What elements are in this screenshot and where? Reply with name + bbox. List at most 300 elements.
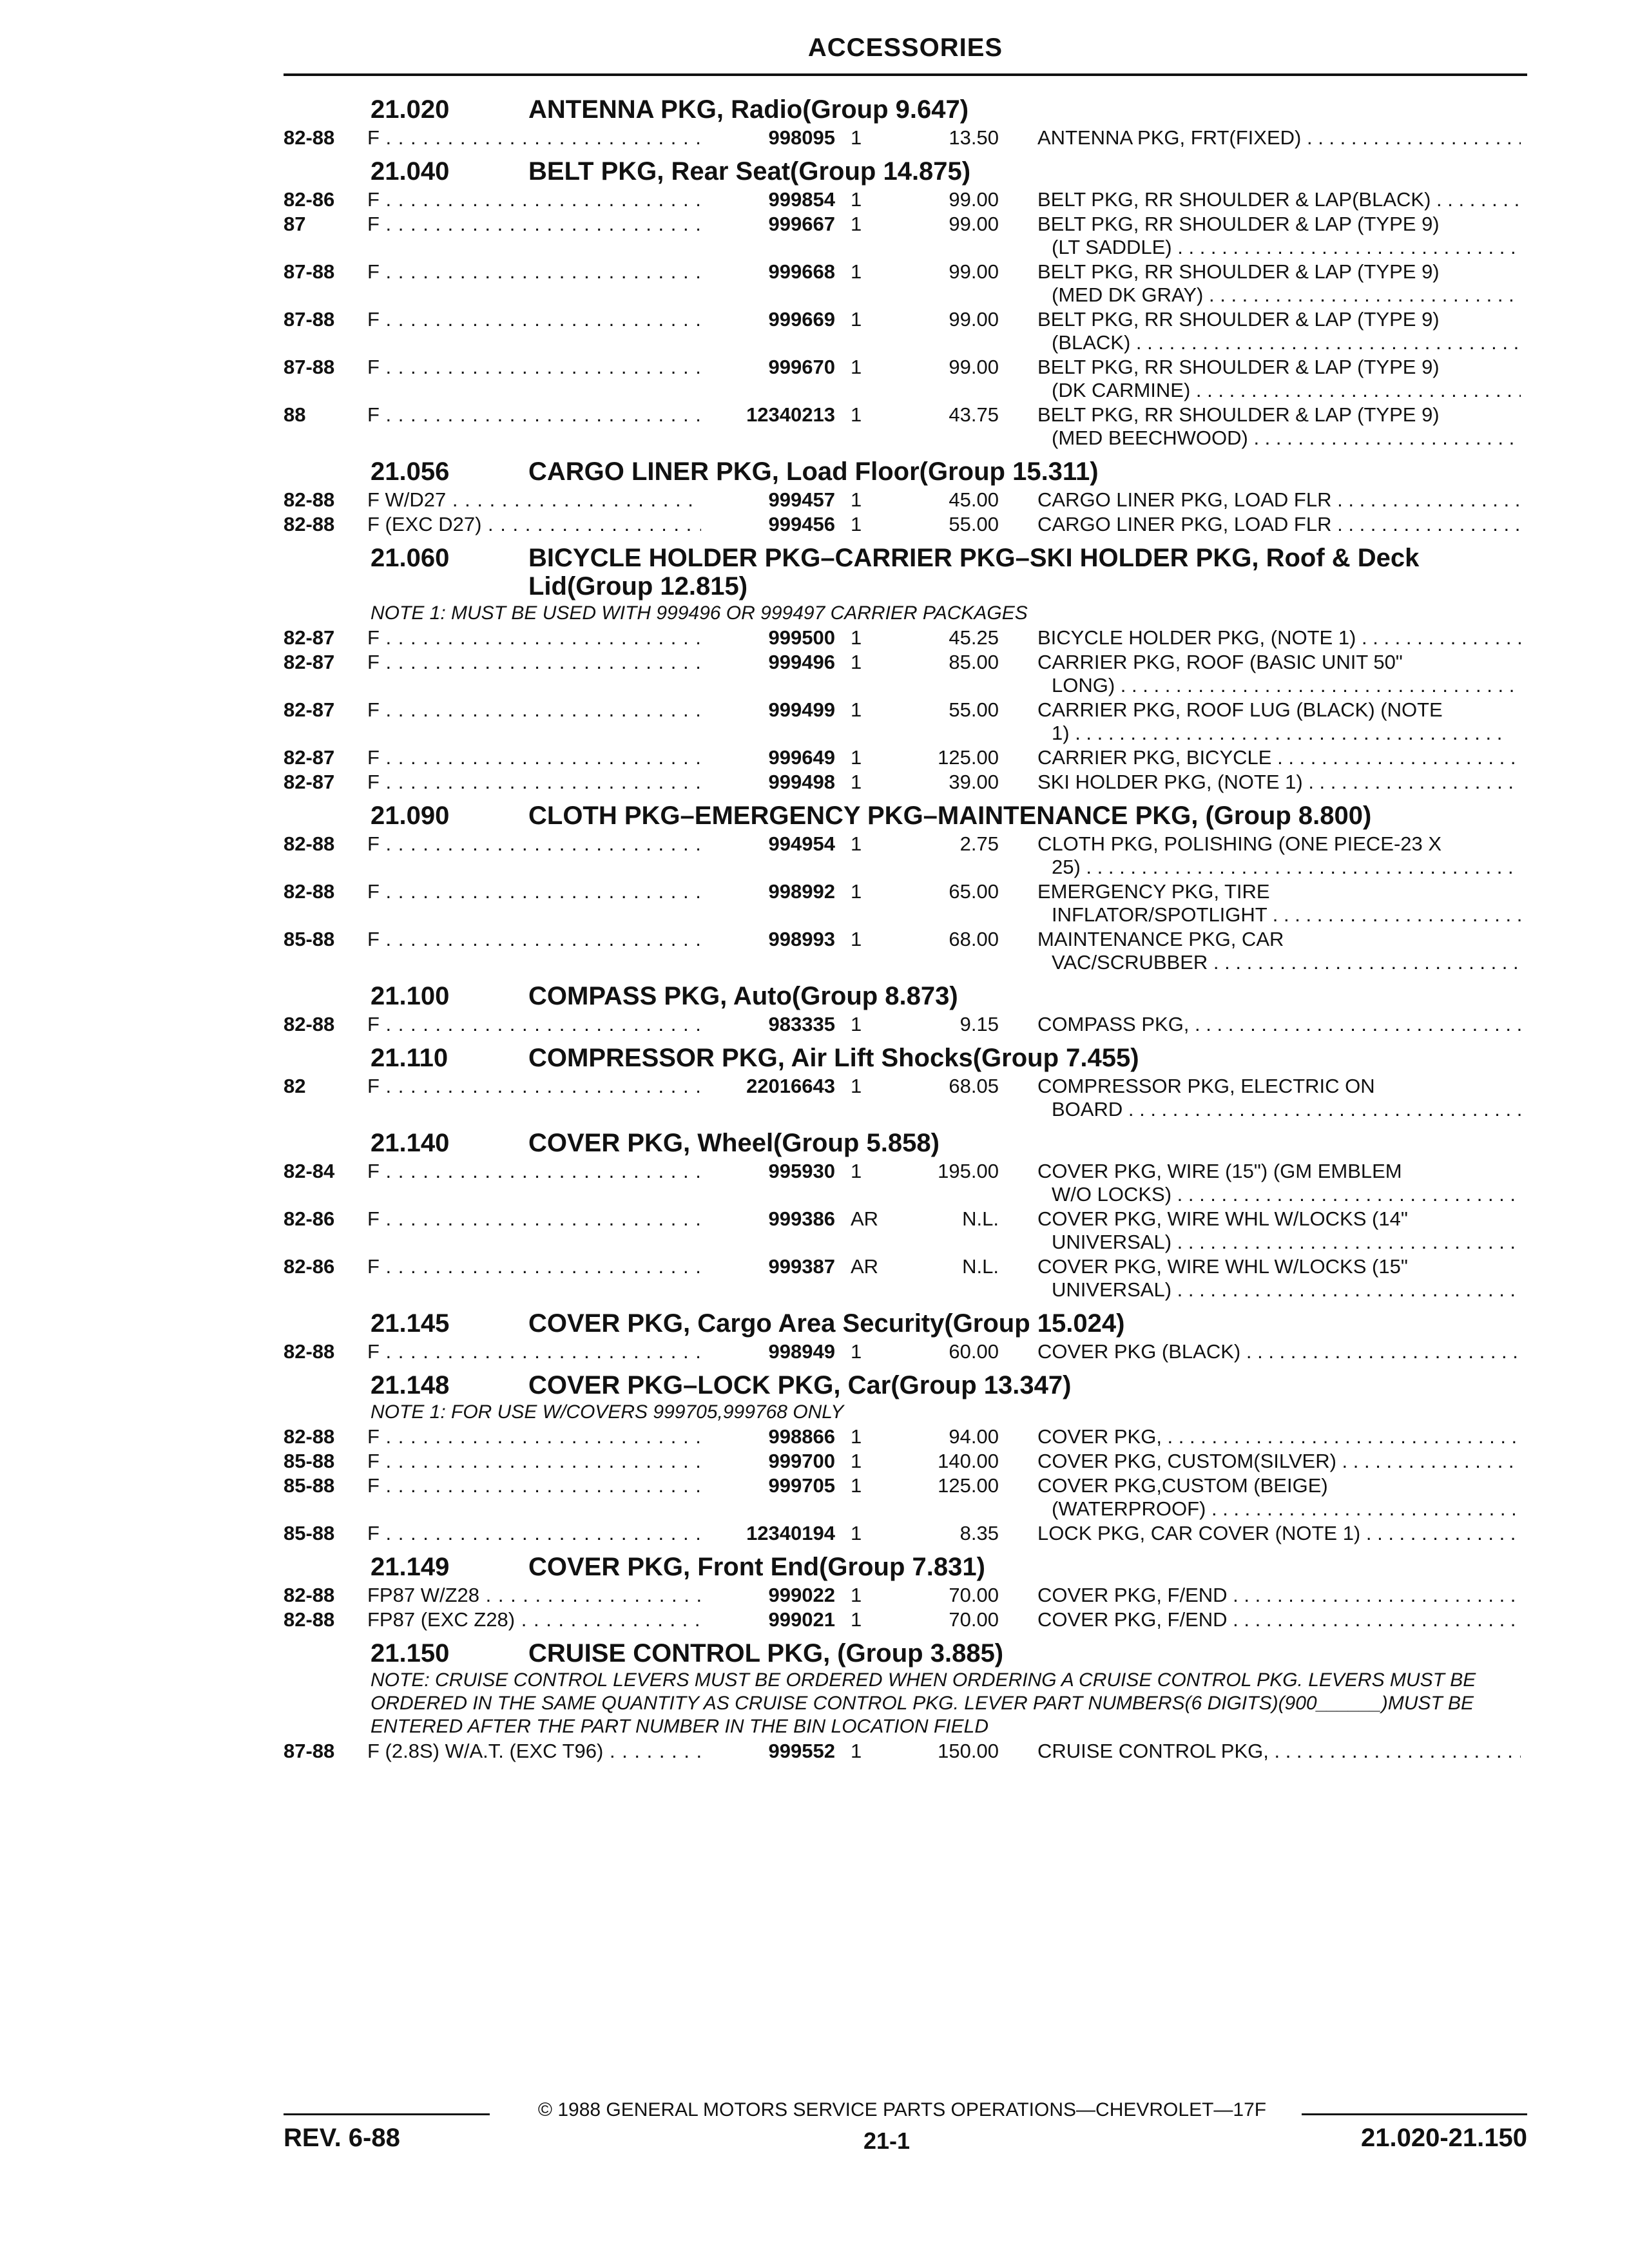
part-number: 999499 — [701, 698, 835, 722]
model-years: 82-88 — [284, 513, 335, 535]
dot-leader — [1228, 1608, 1521, 1631]
model-years: 82-88 — [284, 126, 335, 149]
part-description — [1037, 126, 1521, 149]
application: F . . . — [367, 260, 760, 284]
model-years: 82-86 — [284, 188, 335, 211]
price: 68.00 — [949, 928, 999, 950]
price: 150.00 — [938, 1740, 999, 1762]
part-number: 999387 — [701, 1255, 835, 1278]
part-row — [284, 1608, 1527, 1631]
price: 99.00 — [949, 188, 999, 211]
description-text: COVER PKG, WIRE WHL W/LOCKS (15" — [1037, 1255, 1408, 1278]
description-main — [1037, 1013, 1521, 1036]
part-number: 998949 — [701, 1340, 835, 1363]
section-heading — [284, 544, 1527, 602]
description-continued — [1037, 903, 1521, 927]
section-title: COVER PKG, Cargo Area Security(Group 15.024) — [528, 1309, 1125, 1338]
part-row — [284, 832, 1527, 879]
page-number: 21-1 — [863, 2128, 911, 2154]
price: 45.25 — [949, 626, 999, 649]
part-number: 999021 — [701, 1608, 835, 1631]
model-years: 82 — [284, 1075, 306, 1097]
quantity: 1 — [851, 1608, 862, 1631]
dot-leader — [1162, 1425, 1521, 1448]
part-description — [1037, 1207, 1521, 1254]
application: F . . . — [367, 1522, 760, 1545]
section-title: COMPASS PKG, Auto(Group 8.873) — [528, 982, 958, 1010]
part-description — [1037, 1340, 1521, 1363]
dot-leader — [1301, 126, 1521, 149]
description-main — [1037, 1584, 1521, 1607]
part-description — [1037, 308, 1521, 354]
section-title: COVER PKG–LOCK PKG, Car(Group 13.347) — [528, 1371, 1072, 1399]
section-heading — [284, 1309, 1527, 1339]
price: 99.00 — [949, 356, 999, 378]
dot-leader — [1269, 1740, 1521, 1762]
description-continued — [1037, 1098, 1521, 1121]
application: F . . . — [367, 880, 760, 903]
section-note: NOTE 1: MUST BE USED WITH 999496 OR 999497 CARRIER PACKAGES — [371, 602, 1028, 624]
part-number: 999498 — [701, 771, 835, 794]
section-heading — [284, 1371, 1527, 1401]
part-row — [284, 928, 1527, 974]
description-text: BELT PKG, RR SHOULDER & LAP (TYPE 9) — [1037, 213, 1440, 235]
model-years: 87-88 — [284, 356, 335, 378]
quantity: 1 — [851, 1160, 862, 1182]
description-text: COVER PKG, F/END — [1037, 1584, 1228, 1606]
price: 125.00 — [938, 746, 999, 769]
section-number: 21.056 — [371, 457, 450, 486]
description-main — [1037, 832, 1521, 856]
quantity: 1 — [851, 1740, 862, 1762]
description-text: CARRIER PKG, BICYCLE — [1037, 746, 1272, 769]
dot-leader — [1171, 1231, 1521, 1253]
section-title: ANTENNA PKG, Radio(Group 9.647) — [528, 95, 969, 124]
part-number: 999500 — [701, 626, 835, 649]
application: F . . . — [367, 213, 760, 236]
part-row — [284, 403, 1527, 450]
part-description — [1037, 626, 1521, 649]
description-main — [1037, 308, 1521, 331]
part-description — [1037, 1474, 1521, 1521]
description-text: BICYCLE HOLDER PKG, (NOTE 1) — [1037, 626, 1356, 649]
application: F . . . — [367, 403, 760, 427]
section-title: CRUISE CONTROL PKG, (Group 3.885) — [528, 1639, 1004, 1667]
description-text: SKI HOLDER PKG, (NOTE 1) — [1037, 771, 1303, 793]
part-description — [1037, 1584, 1521, 1607]
part-number: 994954 — [701, 832, 835, 856]
section-heading — [284, 457, 1527, 487]
model-years: 82-88 — [284, 1340, 335, 1363]
part-row — [284, 626, 1527, 649]
part-row — [284, 126, 1527, 149]
section-title: COVER PKG, Wheel(Group 5.858) — [528, 1129, 940, 1157]
application: FP87 (EXC Z28) . . . — [367, 1608, 760, 1631]
price: 55.00 — [949, 698, 999, 721]
description-main — [1037, 746, 1521, 769]
price: 195.00 — [938, 1160, 999, 1182]
price: 65.00 — [949, 880, 999, 903]
dot-leader — [1431, 188, 1521, 211]
part-row — [284, 1207, 1527, 1254]
part-number: 999552 — [701, 1740, 835, 1763]
section-number: 21.090 — [371, 802, 450, 830]
section-heading — [284, 982, 1527, 1012]
model-years: 82-88 — [284, 1013, 335, 1035]
quantity: 1 — [851, 308, 862, 331]
description-text: (MED BEECHWOOD) — [1052, 427, 1248, 449]
application: F . . . — [367, 746, 760, 769]
description-main — [1037, 1740, 1521, 1763]
price: 70.00 — [949, 1608, 999, 1631]
application: F . . . — [367, 308, 760, 331]
part-description — [1037, 746, 1521, 769]
model-years: 82-87 — [284, 651, 335, 673]
application: F . . . — [367, 1160, 760, 1183]
quantity: 1 — [851, 126, 862, 149]
part-row — [284, 308, 1527, 354]
dot-leader — [1356, 626, 1521, 649]
dot-leader — [1189, 1013, 1521, 1035]
dot-leader — [1070, 722, 1503, 744]
description-text: CARGO LINER PKG, LOAD FLR — [1037, 513, 1332, 535]
price: N.L. — [962, 1207, 999, 1230]
price: 8.35 — [959, 1522, 999, 1544]
dot-leader — [1115, 674, 1521, 697]
part-row — [284, 1522, 1527, 1545]
part-row — [284, 488, 1527, 512]
part-number: 999854 — [701, 188, 835, 211]
price: 39.00 — [949, 771, 999, 793]
description-continued — [1037, 856, 1521, 879]
dot-leader — [1203, 284, 1521, 306]
quantity: 1 — [851, 1584, 862, 1606]
section-title: BELT PKG, Rear Seat(Group 14.875) — [528, 157, 971, 186]
part-description — [1037, 403, 1521, 450]
description-main — [1037, 1207, 1521, 1231]
quantity: 1 — [851, 880, 862, 903]
description-text: VAC/SCRUBBER — [1052, 951, 1208, 974]
model-years: 82-88 — [284, 1608, 335, 1631]
dot-leader — [1228, 1584, 1521, 1606]
description-continued — [1037, 379, 1521, 402]
dot-leader — [1208, 951, 1521, 974]
description-text: BOARD — [1052, 1098, 1123, 1120]
part-number: 998095 — [701, 126, 835, 149]
model-years: 82-88 — [284, 488, 335, 511]
description-text: (BLACK) — [1052, 331, 1131, 354]
part-number: 983335 — [701, 1013, 835, 1036]
quantity: 1 — [851, 1340, 862, 1363]
description-text: COVER PKG, — [1037, 1425, 1162, 1448]
description-continued — [1037, 284, 1521, 307]
part-number: 999496 — [701, 651, 835, 674]
description-main — [1037, 1425, 1521, 1448]
description-text: UNIVERSAL) — [1052, 1278, 1172, 1301]
part-number: 999668 — [701, 260, 835, 284]
description-text: COMPRESSOR PKG, ELECTRIC ON — [1037, 1075, 1375, 1097]
application: F (2.8S) W/A.T. (EXC T96) . . . — [367, 1740, 760, 1763]
quantity: 1 — [851, 928, 862, 950]
part-number: 995930 — [701, 1160, 835, 1183]
section-heading — [284, 1044, 1527, 1073]
description-main — [1037, 928, 1521, 951]
price: 99.00 — [949, 308, 999, 331]
section-note: NOTE: CRUISE CONTROL LEVERS MUST BE ORDERED WHEN ORDERING A CRUISE CONTROL PKG. LEVERS MUST BE ORDERED IN THE SAME QUANTITY AS CRUISE CONTROL PKG. LEVER PART NUMBERS(6 DIGITS)(900______)MUST BE ENTERED AFTER THE PART NUMBER IN THE BIN LOCATION FIELD — [371, 1669, 1476, 1737]
quantity: 1 — [851, 1425, 862, 1448]
part-number: 999022 — [701, 1584, 835, 1607]
section-title: COVER PKG, Front End(Group 7.831) — [528, 1553, 985, 1581]
part-row — [284, 1740, 1527, 1763]
part-description — [1037, 260, 1521, 307]
quantity: 1 — [851, 771, 862, 793]
description-continued — [1037, 427, 1521, 450]
description-text: COMPASS PKG, — [1037, 1013, 1190, 1035]
description-continued — [1037, 674, 1521, 697]
part-description — [1037, 356, 1521, 402]
model-years: 82-88 — [284, 880, 335, 903]
model-years: 87-88 — [284, 1740, 335, 1762]
model-years: 82-87 — [284, 746, 335, 769]
dot-leader — [1248, 427, 1521, 449]
dot-leader — [1360, 1522, 1521, 1544]
application: F . . . — [367, 1425, 760, 1448]
parts-list — [284, 88, 1527, 1763]
footer-rule-left — [284, 2113, 490, 2115]
description-text: LONG) — [1052, 674, 1115, 697]
description-main — [1037, 1160, 1521, 1183]
header-rule — [284, 73, 1527, 76]
part-row — [284, 1255, 1527, 1302]
price: 13.50 — [949, 126, 999, 149]
description-main — [1037, 260, 1521, 284]
description-main — [1037, 771, 1521, 794]
section-number: 21.150 — [371, 1639, 450, 1667]
description-main — [1037, 1450, 1521, 1473]
section-title: CARGO LINER PKG, Load Floor(Group 15.311) — [528, 457, 1099, 486]
description-main — [1037, 213, 1521, 236]
description-main — [1037, 1608, 1521, 1631]
model-years: 82-86 — [284, 1255, 335, 1278]
dot-leader — [1171, 1278, 1521, 1301]
part-row — [284, 188, 1527, 211]
application: F . . . — [367, 1474, 760, 1497]
quantity: 1 — [851, 832, 862, 855]
part-description — [1037, 880, 1521, 927]
price: N.L. — [962, 1255, 999, 1278]
description-main — [1037, 356, 1521, 379]
description-text: ANTENNA PKG, FRT(FIXED) — [1037, 126, 1302, 149]
model-years: 82-87 — [284, 698, 335, 721]
quantity: 1 — [851, 213, 862, 235]
section-number: 21.140 — [371, 1129, 450, 1157]
description-text: CARGO LINER PKG, LOAD FLR — [1037, 488, 1332, 511]
description-text: (MED DK GRAY) — [1052, 284, 1204, 306]
part-number: 22016643 — [701, 1075, 835, 1098]
model-years: 82-88 — [284, 1425, 335, 1448]
description-text: COVER PKG (BLACK) — [1037, 1340, 1241, 1363]
description-text: UNIVERSAL) — [1052, 1231, 1172, 1253]
description-text: (DK CARMINE) — [1052, 379, 1191, 401]
dot-leader — [1190, 379, 1521, 401]
price: 140.00 — [938, 1450, 999, 1472]
description-continued — [1037, 331, 1521, 354]
quantity: 1 — [851, 260, 862, 283]
quantity: AR — [851, 1207, 879, 1230]
part-number: 999705 — [701, 1474, 835, 1497]
description-text: INFLATOR/SPOTLIGHT — [1052, 903, 1268, 926]
part-row — [284, 1584, 1527, 1607]
part-row — [284, 1425, 1527, 1448]
price: 2.75 — [959, 832, 999, 855]
part-number: 12340213 — [701, 403, 835, 427]
quantity: 1 — [851, 1522, 862, 1544]
application: F (EXC D27) . . . — [367, 513, 760, 536]
part-row — [284, 356, 1527, 402]
description-text: 1) — [1052, 722, 1070, 744]
dot-leader — [1271, 746, 1521, 769]
part-description — [1037, 1013, 1521, 1036]
description-main — [1037, 880, 1521, 903]
part-number: 12340194 — [701, 1522, 835, 1545]
description-text: COVER PKG, CUSTOM(SILVER) — [1037, 1450, 1336, 1472]
description-main — [1037, 1075, 1521, 1098]
description-text: BELT PKG, RR SHOULDER & LAP (TYPE 9) — [1037, 308, 1440, 331]
dot-leader — [1172, 236, 1521, 258]
quantity: 1 — [851, 488, 862, 511]
model-years: 82-87 — [284, 626, 335, 649]
application: F . . . — [367, 626, 760, 649]
price: 45.00 — [949, 488, 999, 511]
application: F . . . — [367, 698, 760, 722]
quantity: AR — [851, 1255, 879, 1278]
description-continued — [1037, 722, 1521, 745]
part-description — [1037, 1450, 1521, 1473]
description-text: W/O LOCKS) — [1052, 1183, 1172, 1206]
part-number: 998866 — [701, 1425, 835, 1448]
application: F . . . — [367, 651, 760, 674]
part-row — [284, 1450, 1527, 1473]
price: 99.00 — [949, 213, 999, 235]
part-number: 998992 — [701, 880, 835, 903]
model-years: 82-87 — [284, 771, 335, 793]
section-note: NOTE 1: FOR USE W/COVERS 999705,999768 ONLY — [371, 1401, 844, 1423]
description-text: (WATERPROOF) — [1052, 1497, 1206, 1520]
price: 55.00 — [949, 513, 999, 535]
description-text: MAINTENANCE PKG, CAR — [1037, 928, 1284, 950]
part-description — [1037, 1160, 1521, 1206]
part-description — [1037, 1425, 1521, 1448]
description-continued — [1037, 1183, 1521, 1206]
description-text: (LT SADDLE) — [1052, 236, 1172, 258]
section-heading — [284, 157, 1527, 187]
description-text: COVER PKG,CUSTOM (BEIGE) — [1037, 1474, 1328, 1497]
dot-leader — [1130, 331, 1521, 354]
price: 94.00 — [949, 1425, 999, 1448]
model-years: 82-88 — [284, 832, 335, 855]
price: 70.00 — [949, 1584, 999, 1606]
description-main — [1037, 626, 1521, 649]
part-description — [1037, 1075, 1521, 1121]
part-description — [1037, 513, 1521, 536]
dot-leader — [1081, 856, 1514, 878]
quantity: 1 — [851, 651, 862, 673]
application: F . . . — [367, 1207, 760, 1231]
description-text: COVER PKG, WIRE (15") (GM EMBLEM — [1037, 1160, 1402, 1182]
description-main — [1037, 488, 1521, 512]
part-description — [1037, 832, 1521, 879]
part-description — [1037, 1608, 1521, 1631]
footer-rule-right — [1302, 2113, 1527, 2115]
quantity: 1 — [851, 513, 862, 535]
model-years: 85-88 — [284, 1474, 335, 1497]
application: FP87 W/Z28 . . . — [367, 1584, 760, 1607]
application: F W/D27 . . . — [367, 488, 760, 512]
dot-leader — [1267, 903, 1521, 926]
dot-leader — [1336, 1450, 1521, 1472]
part-number: 999669 — [701, 308, 835, 331]
application: F . . . — [367, 356, 760, 379]
dot-leader — [1332, 513, 1521, 535]
quantity: 1 — [851, 403, 862, 426]
part-row — [284, 880, 1527, 927]
dot-leader — [1123, 1098, 1521, 1120]
part-description — [1037, 188, 1521, 211]
description-text: BELT PKG, RR SHOULDER & LAP (TYPE 9) — [1037, 356, 1440, 378]
description-text: BELT PKG, RR SHOULDER & LAP (TYPE 9) — [1037, 260, 1440, 283]
part-row — [284, 1160, 1527, 1206]
description-text: BELT PKG, RR SHOULDER & LAP (TYPE 9) — [1037, 403, 1440, 426]
description-continued — [1037, 1278, 1521, 1302]
part-number: 999457 — [701, 488, 835, 512]
section-title: CLOTH PKG–EMERGENCY PKG–MAINTENANCE PKG, (Group 8.800) — [528, 802, 1372, 830]
part-number: 999700 — [701, 1450, 835, 1473]
price: 60.00 — [949, 1340, 999, 1363]
quantity: 1 — [851, 1013, 862, 1035]
part-row — [284, 651, 1527, 697]
page-footer — [284, 2099, 1527, 2177]
part-number: 999667 — [701, 213, 835, 236]
application: F . . . — [367, 832, 760, 856]
part-description — [1037, 771, 1521, 794]
part-row — [284, 746, 1527, 769]
price: 43.75 — [949, 403, 999, 426]
quantity: 1 — [851, 1075, 862, 1097]
model-years: 87-88 — [284, 260, 335, 283]
quantity: 1 — [851, 1474, 862, 1497]
description-text: 25) — [1052, 856, 1081, 878]
part-row — [284, 513, 1527, 536]
part-row — [284, 260, 1527, 307]
part-description — [1037, 698, 1521, 745]
part-description — [1037, 1740, 1521, 1763]
part-row — [284, 1075, 1527, 1121]
description-main — [1037, 1522, 1521, 1545]
section-heading — [284, 802, 1527, 831]
description-text: EMERGENCY PKG, TIRE — [1037, 880, 1270, 903]
model-years: 85-88 — [284, 1522, 335, 1544]
description-continued — [1037, 1497, 1521, 1521]
description-main — [1037, 126, 1521, 149]
section-heading — [284, 95, 1527, 125]
description-main — [1037, 1340, 1521, 1363]
part-number: 998993 — [701, 928, 835, 951]
section-number: 21.020 — [371, 95, 450, 124]
description-continued — [1037, 236, 1521, 259]
model-years: 87 — [284, 213, 306, 235]
section-number: 21.148 — [371, 1371, 450, 1399]
application: F . . . — [367, 1013, 760, 1036]
